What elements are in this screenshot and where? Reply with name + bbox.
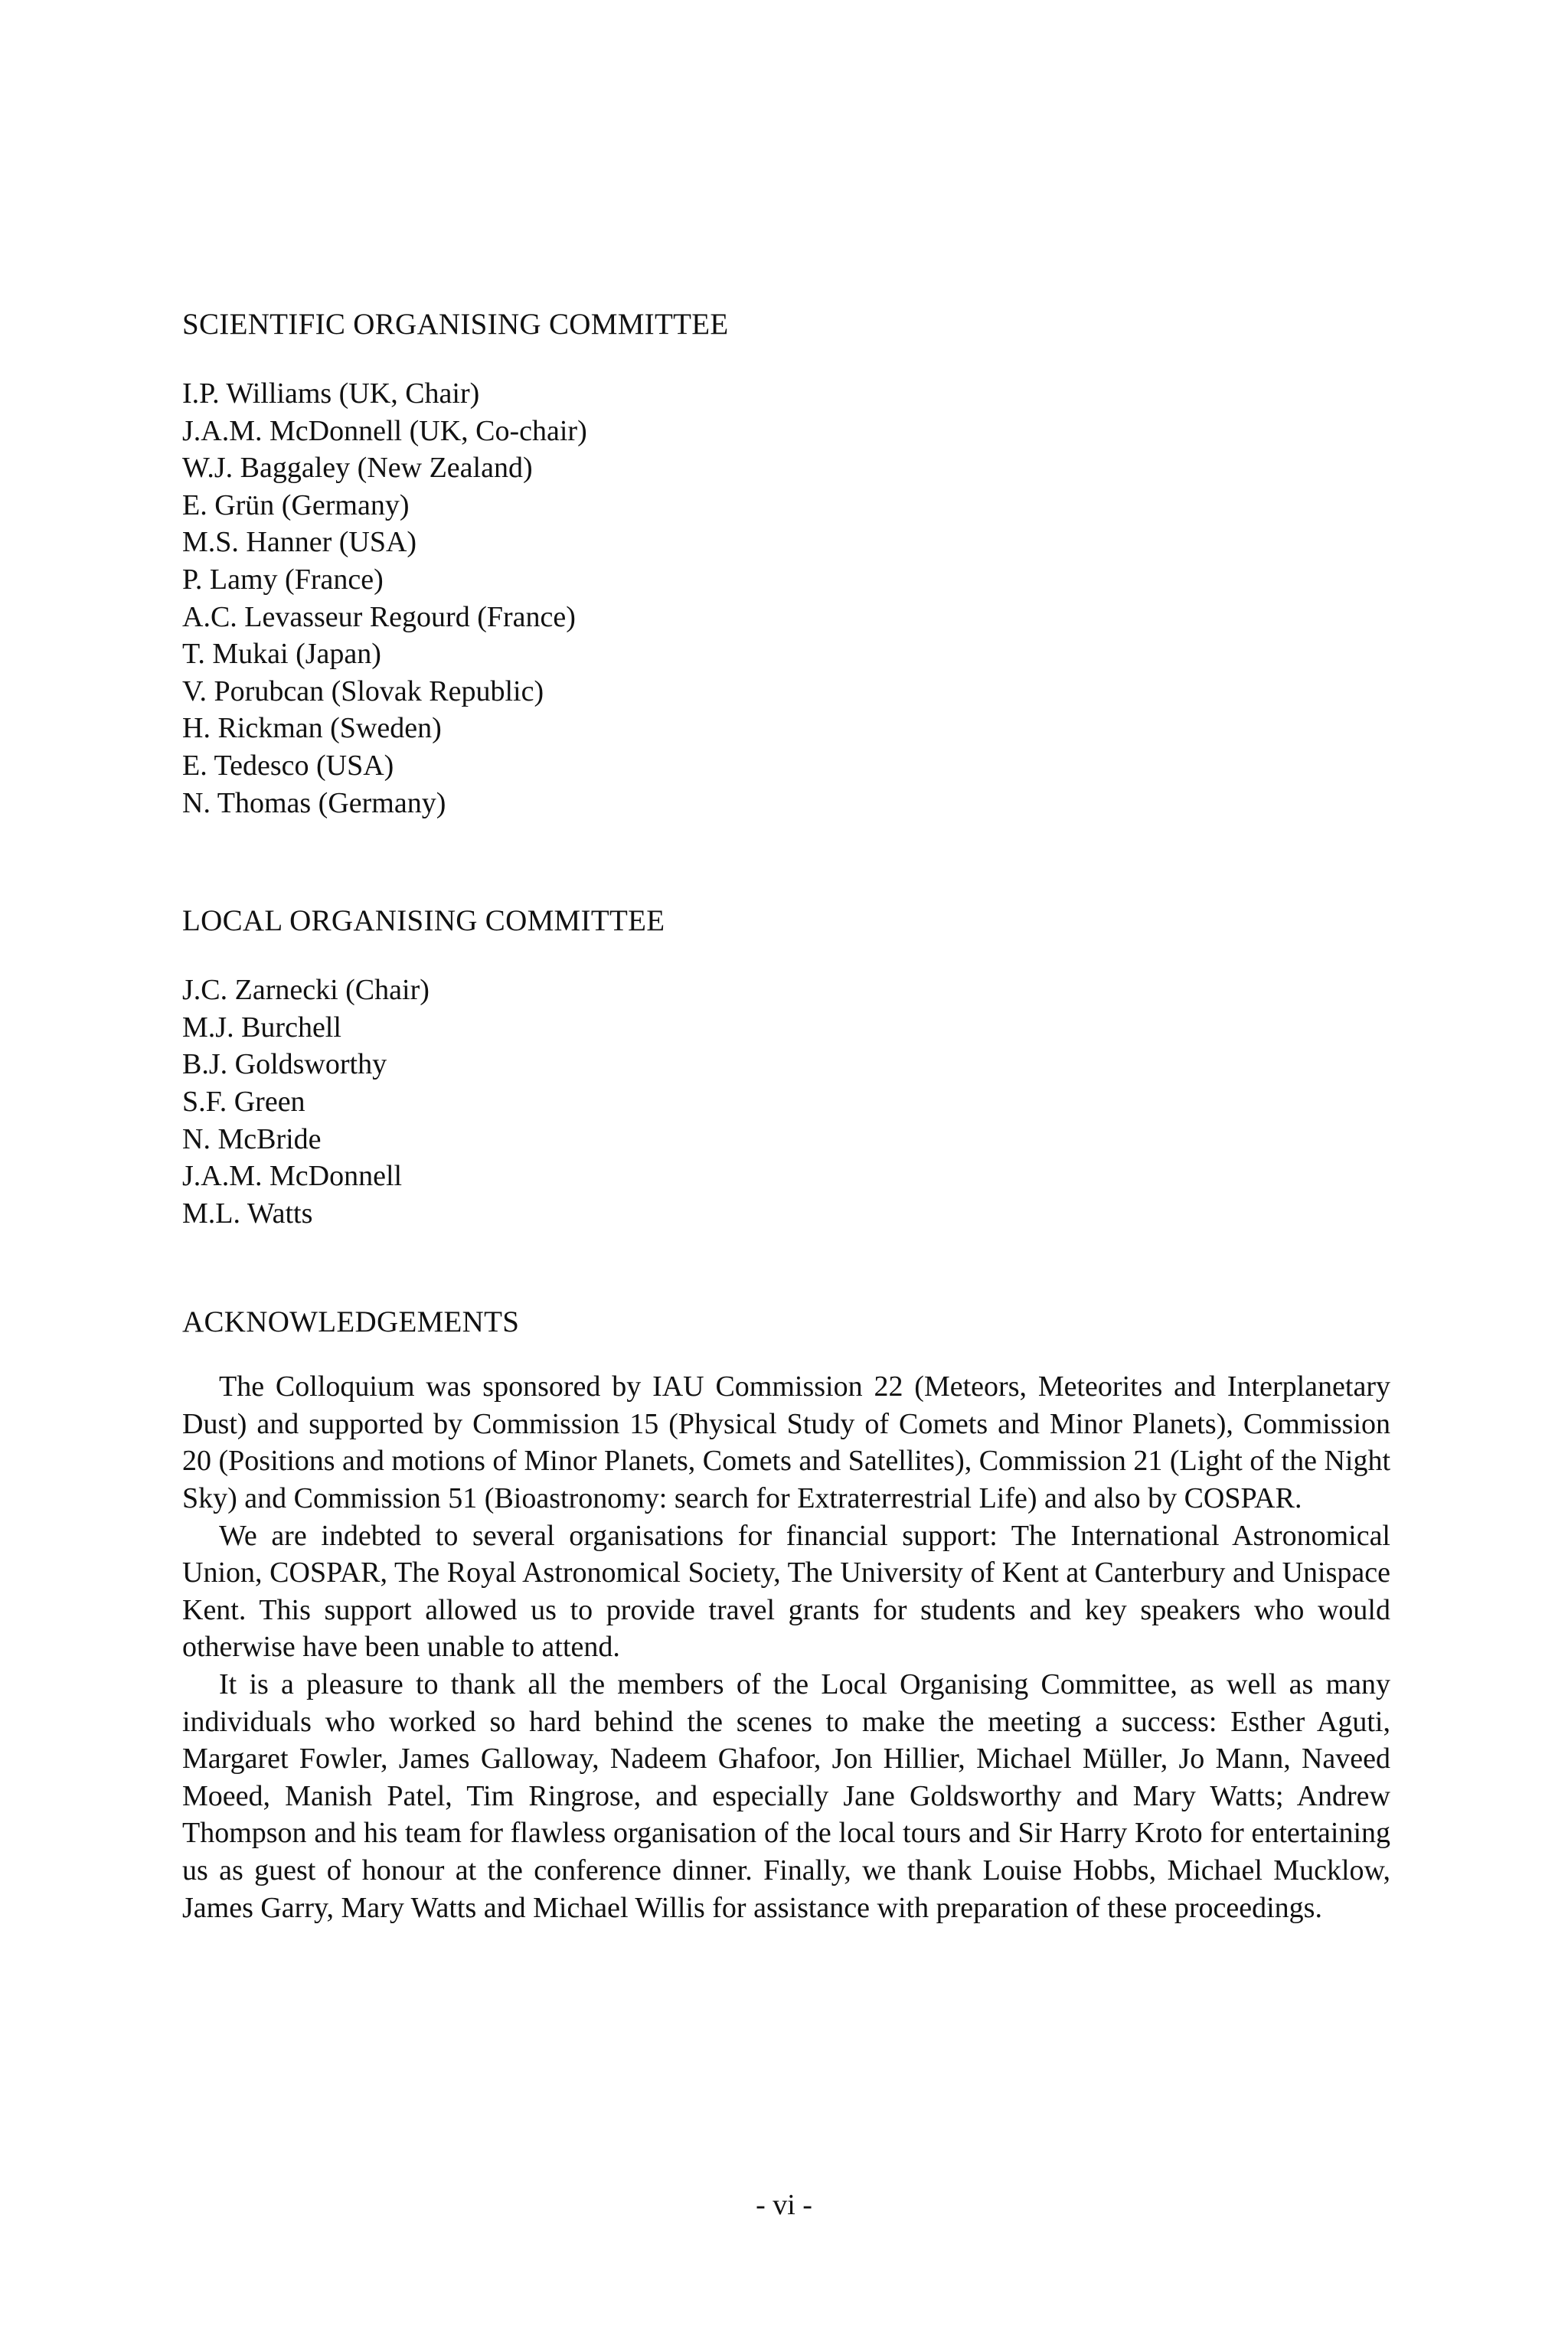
committee-member: E. Grün (Germany) (182, 488, 410, 521)
scientific-committee-section (182, 306, 1390, 822)
committee-member: T. Mukai (Japan) (182, 638, 381, 671)
committee-member: V. Porubcan (Slovak Republic) (182, 675, 544, 707)
committee-member: M.S. Hanner (USA) (182, 526, 417, 559)
committee-member: N. McBride (182, 1122, 322, 1155)
committee-member: E. Tedesco (USA) (182, 749, 394, 782)
committee-member: I.P. Williams (UK, Chair) (182, 377, 480, 410)
committee-member: H. Rickman (Sweden) (182, 712, 442, 745)
local-committee-section (182, 903, 1390, 1232)
acknowledgement-paragraph: The Colloquium was sponsored by IAU Commission 22 (Meteors, Meteorites and Interplanetary Dust) and supported by Commission 15 (Physical Study of Comets and Minor Planets), Commission 20 (Positions and motions of Minor Planets, Comets and Satellites), Commission 21 (Light of the Night Sky) and Commission 51 (Bioastronomy: search for Extraterrestrial Life) and also by COSPAR. (182, 1370, 1391, 1515)
committee-member: W.J. Baggaley (New Zealand) (182, 452, 533, 485)
acknowledgements-section (182, 1304, 1390, 1926)
committee-member: N. Thomas (Germany) (182, 786, 446, 819)
page-number: - vi - (756, 2189, 812, 2221)
committee-member: S.F. Green (182, 1085, 305, 1118)
committee-member: J.A.M. McDonnell (182, 1160, 403, 1193)
scientific-committee-heading: SCIENTIFIC ORGANISING COMMITTEE (182, 308, 729, 341)
local-committee-heading: LOCAL ORGANISING COMMITTEE (182, 904, 665, 938)
scientific-committee-list (182, 375, 1390, 822)
acknowledgement-paragraph: It is a pleasure to thank all the members of the Local Organising Committee, as well as many individuals who worked so hard behind the scenes to make the meeting a success: Esther Aguti, Margaret Fowler, James Galloway, Nadeem Ghafoor, Jon Hillier, Michael Müller, Jo Mann, Naveed Moeed, Manish Patel, Tim Ringrose, and especially Jane Goldsworthy and Mary Watts; Andrew Thompson and his team for flawless organisation of the local tours and Sir Harry Kroto for entertaining us as guest of honour at the conference dinner. Finally, we thank Louise Hobbs, Michael Mucklow, James Garry, Mary Watts and Michael Willis for assistance with preparation of these proceedings. (182, 1668, 1390, 1924)
committee-member: A.C. Levasseur Regourd (France) (182, 600, 576, 633)
committee-member: J.C. Zarnecki (Chair) (182, 974, 430, 1007)
document-page (182, 306, 1390, 1926)
committee-member: J.A.M. McDonnell (UK, Co-chair) (182, 414, 587, 447)
committee-member: P. Lamy (France) (182, 563, 384, 596)
committee-member: M.J. Burchell (182, 1011, 341, 1044)
acknowledgements-heading: ACKNOWLEDGEMENTS (182, 1305, 520, 1339)
local-committee-list (182, 972, 1390, 1232)
acknowledgement-paragraph: We are indebted to several organisations for financial support: The International Astronomical Union, COSPAR, The Royal Astronomical Society, The University of Kent at Canterbury and Unispace Kent. This support allowed us to provide travel grants for students and key speakers who would otherwise have been unable to attend. (182, 1519, 1390, 1664)
committee-member: M.L. Watts (182, 1197, 313, 1230)
committee-member: B.J. Goldsworthy (182, 1048, 387, 1081)
